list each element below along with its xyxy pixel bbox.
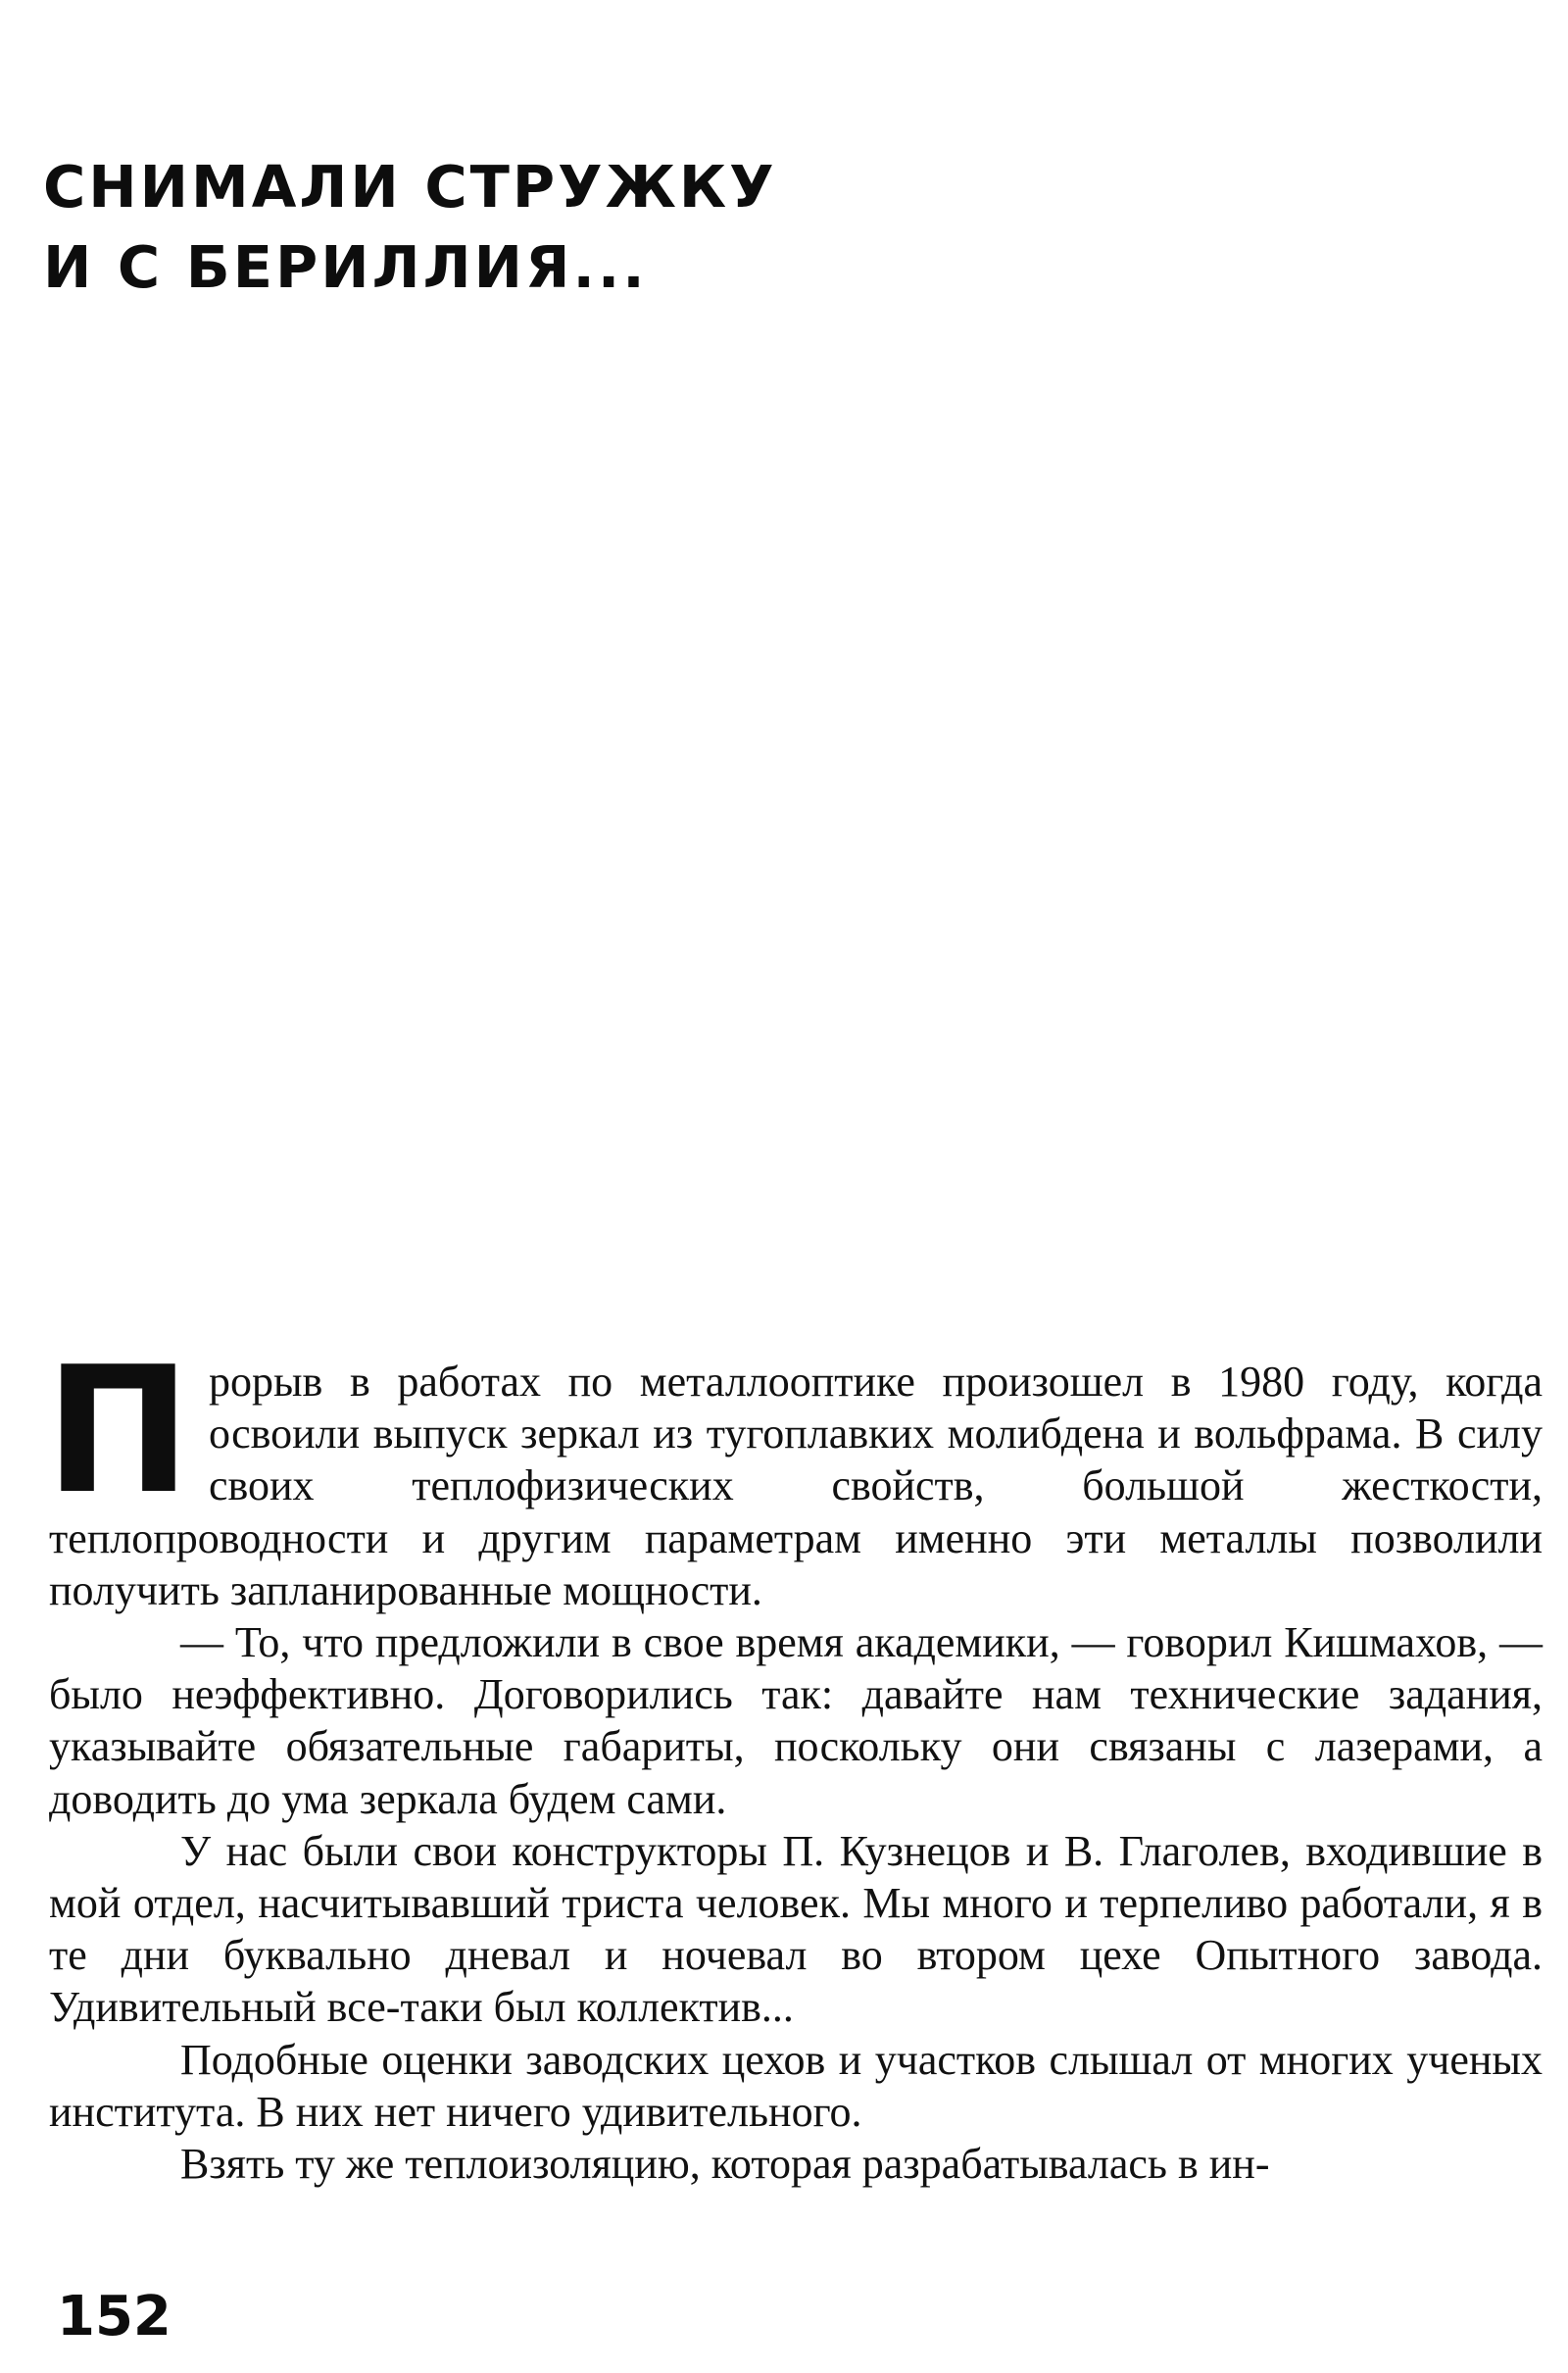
chapter-title-line-1: СНИМАЛИ СТРУЖКУ: [43, 153, 777, 221]
paragraph-5: Взять ту же теплоизоляцию, которая разрабатывалась в ин-: [180, 2140, 1270, 2189]
chapter-title: [43, 147, 925, 308]
paragraph-3: У нас были свои конструкторы П. Кузнецов и В. Глаголев, входившие в мой отдел, насчитывавший триста человек. Мы много и терпеливо работали, я в те дни буквально дневал и ночевал во втором цехе Опытного завода. Удивительный все-таки был коллектив...: [49, 1826, 1543, 2032]
body-text: [45, 1329, 1543, 2190]
drop-cap-letter: П: [45, 1329, 191, 1532]
chapter-title-line-2: И С БЕРИЛЛИЯ...: [43, 233, 648, 301]
paragraph-4: Подобные оценки заводских цехов и участков слышал от многих ученых института. В них нет ничего удивительного.: [49, 2035, 1543, 2136]
paragraph-1-text: рорыв в работах по металлооптике произошел в 1980 году, когда освоили выпуск зеркал из тугоплавких молибдена и вольфрама. В силу своих теплофизических свойств, большой жесткости, теплопроводности и другим параметрам именно эти металлы позволили получить запланированные мощности.: [49, 1358, 1543, 1614]
paragraph-1: [45, 1329, 1543, 1616]
page-number: 152: [57, 2285, 172, 2348]
paragraph-2: — То, что предложили в свое время академики, — говорил Кишмахов, — было неэффективно. Договорились так: давайте нам технические задания, указывайте обязательные габариты, поскольку они связаны с лазерами, а доводить до ума зеркала будем сами.: [49, 1618, 1543, 1823]
